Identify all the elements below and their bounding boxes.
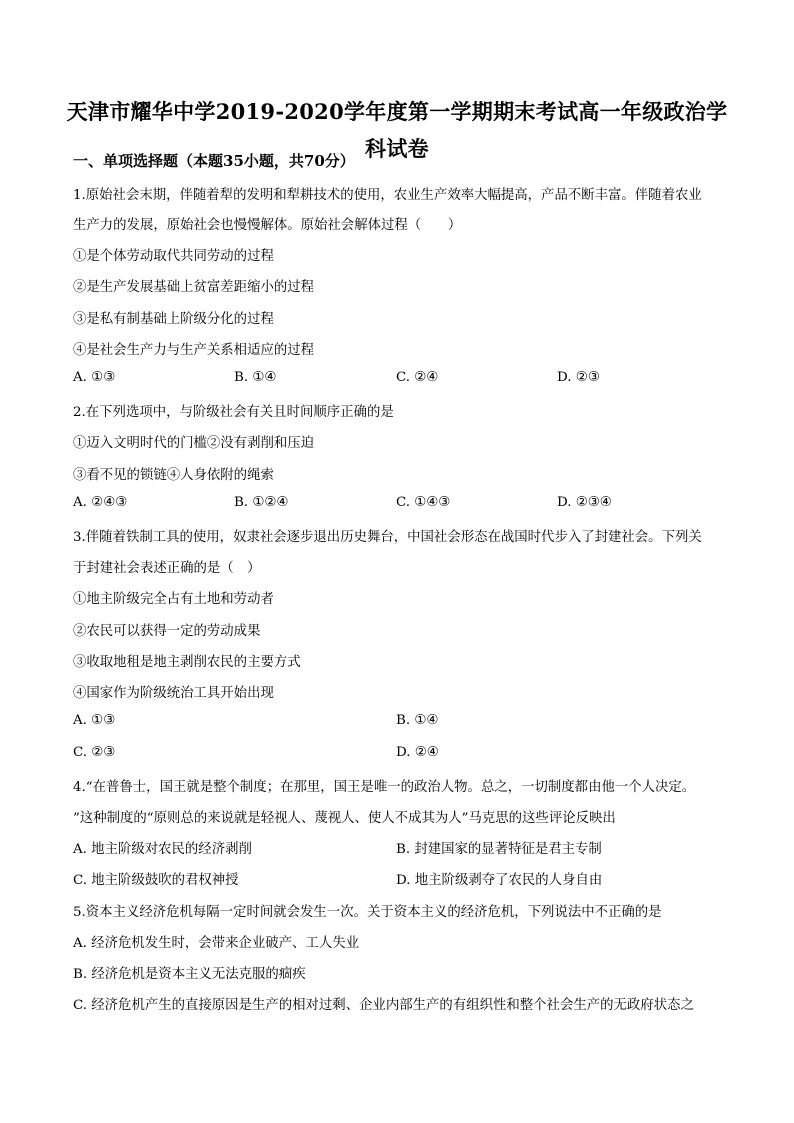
- q2-stem: 2.在下列选项中，与阶级社会有关且时间顺序正确的是: [73, 405, 394, 420]
- q1-option-d: D. ②③: [557, 370, 600, 385]
- q4-option-c: C. 地主阶级鼓吹的君权神授: [73, 873, 239, 888]
- q4-option-b: B. 封建国家的显著特征是君主专制: [396, 842, 602, 857]
- q3-statement-1: ①地主阶级完全占有土地和劳动者: [73, 592, 274, 607]
- q3-option-a: A. ①③: [73, 713, 116, 728]
- q2-option-c: C. ①④③: [396, 495, 451, 510]
- q3-statement-4: ④国家作为阶级统治工具开始出现: [73, 686, 274, 701]
- q2-statement-1: ①迈入文明时代的门槛②没有剥削和压迫: [73, 436, 315, 451]
- exam-title-line2: 科试卷: [365, 136, 429, 161]
- q3-statement-3: ③收取地租是地主剥削农民的主要方式: [73, 655, 301, 670]
- q3-option-c: C. ②③: [73, 745, 116, 760]
- q5-option-b: B. 经济危机是资本主义无法克服的痼疾: [73, 967, 306, 982]
- q5-stem: 5.资本主义经济危机每隔一定时间就会发生一次。关于资本主义的经济危机，下列说法中不正确的是: [73, 905, 662, 920]
- q3-option-b: B. ①④: [396, 713, 439, 728]
- q1-option-c: C. ②④: [396, 370, 439, 385]
- exam-title-line1: 天津市耀华中学2019-2020学年度第一学期期末考试高一年级政治学: [66, 99, 728, 124]
- q1-statement-1: ①是个体劳动取代共同劳动的过程: [73, 249, 274, 264]
- q5-option-a: A. 经济危机发生时，会带来企业破产、工人失业: [73, 936, 359, 951]
- q2-option-b: B. ①②④: [234, 495, 289, 510]
- q1-statement-3: ③是私有制基础上阶级分化的过程: [73, 312, 274, 327]
- section-heading: 一、单项选择题（本题35小题，共70分）: [73, 152, 355, 170]
- q3-stem-line2: 于封建社会表述正确的是（ ）: [73, 561, 261, 576]
- q1-statement-4: ④是社会生产力与生产关系相适应的过程: [73, 343, 315, 358]
- q3-stem-line1: 3.伴随着铁制工具的使用，奴隶社会逐步退出历史舞台，中国社会形态在战国时代步入了封建社会。下列关: [73, 530, 702, 545]
- q3-statement-2: ②农民可以获得一定的劳动成果: [73, 624, 261, 639]
- q1-statement-2: ②是生产发展基础上贫富差距缩小的过程: [73, 280, 315, 295]
- q1-stem-line2: 生产力的发展，原始社会也慢慢解体。原始社会解体过程（ ）: [73, 218, 462, 233]
- q2-option-d: D. ②③④: [557, 495, 612, 510]
- q5-option-c: C. 经济危机产生的直接原因是生产的相对过剩、企业内部生产的有组织性和整个社会生产的无政府状态之: [73, 998, 694, 1013]
- q4-option-d: D. 地主阶级剥夺了农民的人身自由: [396, 873, 603, 888]
- q4-stem-line1: 4.“在普鲁士，国王就是整个制度；在那里，国王是唯一的政治人物。总之，一切制度都由他一个人决定。: [73, 780, 696, 795]
- q2-option-a: A. ②④③: [73, 495, 128, 510]
- q1-stem-line1: 1.原始社会末期，伴随着犁的发明和犁耕技术的使用，农业生产效率大幅提高，产品不断丰富。伴随着农业: [73, 188, 702, 203]
- q3-option-d: D. ②④: [396, 745, 439, 760]
- q4-option-a: A. 地主阶级对农民的经济剥削: [73, 842, 252, 857]
- q4-stem-line2: ”这种制度的“原则总的来说就是轻视人、蔑视人、使人不成其为人”马克思的这些评论反映出: [73, 811, 616, 826]
- q1-option-a: A. ①③: [73, 370, 116, 385]
- q1-option-b: B. ①④: [234, 370, 277, 385]
- q2-statement-2: ③看不见的锁链④人身依附的绳索: [73, 468, 274, 483]
